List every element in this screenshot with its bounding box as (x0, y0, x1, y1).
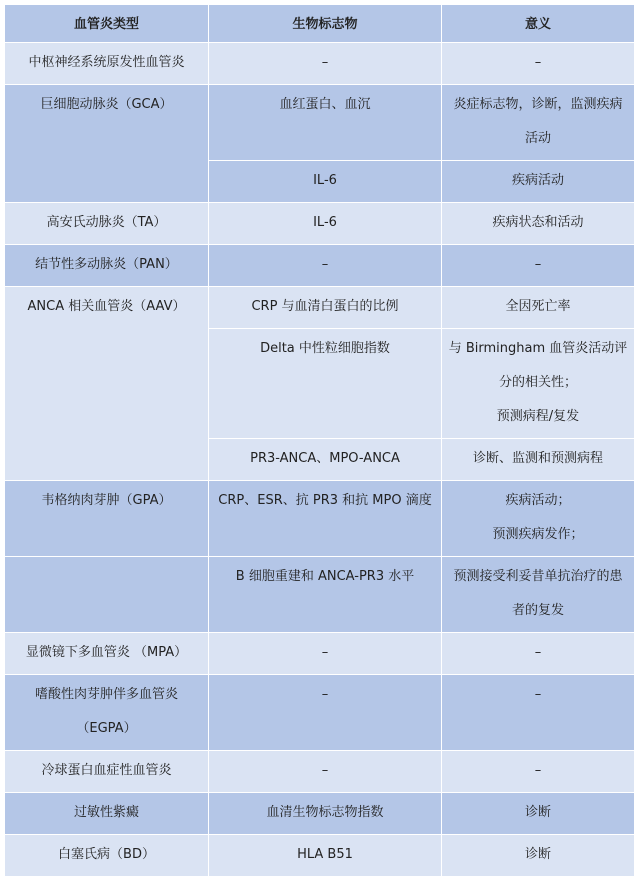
marker-cell: 血红蛋白、血沉 (209, 85, 442, 161)
meaning-cell: 疾病活动 (442, 161, 635, 203)
table-row (5, 793, 635, 835)
meaning-cell: – (442, 43, 635, 85)
type-cell: 中枢神经系统原发性血管炎 (5, 43, 209, 85)
meaning-cell: 诊断、监测和预测病程 (442, 439, 635, 481)
meaning-cell: 全因死亡率 (442, 287, 635, 329)
meaning-cell: – (442, 633, 635, 675)
table-row (5, 557, 635, 633)
marker-cell: PR3-ANCA、MPO-ANCA (209, 439, 442, 481)
type-cell: 白塞氏病（BD） (5, 835, 209, 877)
type-cell (5, 557, 209, 633)
meaning-cell: 疾病活动； 预测疾病发作； (442, 481, 635, 557)
table-row (5, 203, 635, 245)
table-row (5, 481, 635, 557)
type-cell: ANCA 相关血管炎（AAV） (5, 287, 209, 481)
marker-cell: – (209, 675, 442, 751)
header-vasculitis-type: 血管炎类型 (5, 5, 209, 43)
table-row (5, 245, 635, 287)
type-cell: 过敏性紫癜 (5, 793, 209, 835)
marker-cell: – (209, 633, 442, 675)
marker-cell: CRP 与血清白蛋白的比例 (209, 287, 442, 329)
marker-cell: HLA B51 (209, 835, 442, 877)
table-row (5, 287, 635, 329)
table-row (5, 835, 635, 877)
marker-cell: B 细胞重建和 ANCA-PR3 水平 (209, 557, 442, 633)
header-biomarker: 生物标志物 (209, 5, 442, 43)
meaning-cell: – (442, 751, 635, 793)
meaning-cell: – (442, 245, 635, 287)
marker-cell: IL-6 (209, 161, 442, 203)
marker-cell: – (209, 43, 442, 85)
marker-cell: CRP、ESR、抗 PR3 和抗 MPO 滴度 (209, 481, 442, 557)
vasculitis-biomarker-table (4, 4, 635, 877)
meaning-cell: 诊断 (442, 793, 635, 835)
table-row (5, 675, 635, 751)
marker-cell: IL-6 (209, 203, 442, 245)
type-cell: 韦格纳肉芽肿（GPA） (5, 481, 209, 557)
type-cell: 显微镜下多血管炎 （MPA） (5, 633, 209, 675)
table-row (5, 751, 635, 793)
type-cell: 冷球蛋白血症性血管炎 (5, 751, 209, 793)
type-cell: 高安氏动脉炎（TA） (5, 203, 209, 245)
type-cell: 嗜酸性肉芽肿伴多血管炎（EGPA） (5, 675, 209, 751)
type-cell: 巨细胞动脉炎（GCA） (5, 85, 209, 203)
meaning-cell: 疾病状态和活动 (442, 203, 635, 245)
meaning-cell: 诊断 (442, 835, 635, 877)
meaning-cell: 与 Birmingham 血管炎活动评分的相关性； 预测病程/复发 (442, 329, 635, 439)
marker-cell: Delta 中性粒细胞指数 (209, 329, 442, 439)
marker-cell: – (209, 245, 442, 287)
type-cell: 结节性多动脉炎（PAN） (5, 245, 209, 287)
meaning-cell: 炎症标志物，诊断，监测疾病活动 (442, 85, 635, 161)
marker-cell: – (209, 751, 442, 793)
table-row (5, 633, 635, 675)
meaning-cell: – (442, 675, 635, 751)
table-row (5, 43, 635, 85)
header-significance: 意义 (442, 5, 635, 43)
table-row (5, 85, 635, 161)
table-header-row (5, 5, 635, 43)
marker-cell: 血清生物标志物指数 (209, 793, 442, 835)
meaning-cell: 预测接受利妥昔单抗治疗的患者的复发 (442, 557, 635, 633)
